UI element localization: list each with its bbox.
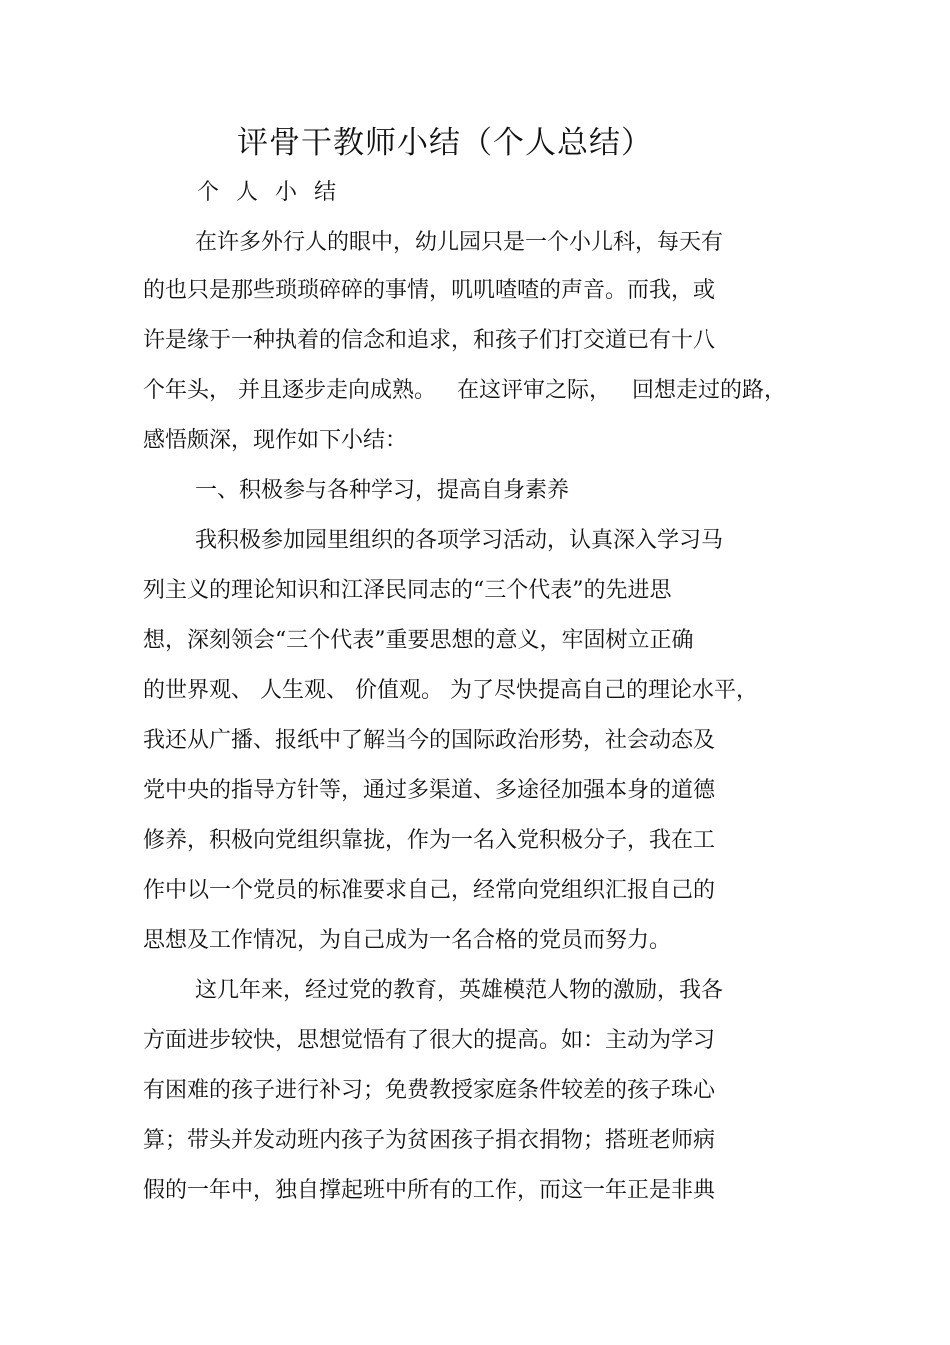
paragraph-line: 我还从广播、报纸中了解当今的国际政治形势，社会动态及 — [143, 728, 716, 753]
paragraph-line: 这几年来，经过党的教育，英雄模范人物的激励，我各 — [195, 978, 724, 1003]
paragraph-line: 列主义的理论知识和江泽民同志的“三个代表”的先进思 — [143, 578, 672, 603]
paragraph-line: 思想及工作情况，为自己成为一名合格的党员而努力。 — [143, 928, 672, 953]
paragraph-line: 党中央的指导方针等，通过多渠道、多途径加强本身的道德 — [143, 778, 716, 803]
paragraph-line: 修养，积极向党组织靠拢，作为一名入党积极分子，我在工 — [143, 828, 716, 853]
paragraph-line: 的世界观、 人生观、 价值观。 为了尽快提高自己的理论水平， — [143, 678, 758, 703]
paragraph-line: 许是缘于一种执着的信念和追求，和孩子们打交道已有十八 — [143, 328, 716, 353]
paragraph-line: 个年头， 并且逐步走向成熟。 在这评审之际， 回想走过的路， — [143, 378, 786, 403]
paragraph-line: 假的一年中，独自撑起班中所有的工作，而这一年正是非典 — [143, 1178, 716, 1203]
paragraph-line: 算；带头并发动班内孩子为贫困孩子捐衣捐物；搭班老师病 — [143, 1128, 716, 1153]
paragraph-line: 有困难的孩子进行补习；免费教授家庭条件较差的孩子珠心 — [143, 1078, 716, 1103]
paragraph-line: 在许多外行人的眼中，幼儿园只是一个小儿科，每天有 — [195, 230, 724, 255]
paragraph-line: 我积极参加园里组织的各项学习活动，认真深入学习马 — [195, 528, 724, 553]
paragraph-line: 的也只是那些琐琐碎碎的事情，叽叽喳喳的声音。而我，或 — [143, 278, 716, 303]
section-heading: 一、积极参与各种学习，提高自身素养 — [195, 478, 570, 503]
document-subtitle: 个人小结 — [197, 180, 354, 205]
document-title: 评骨干教师小结（个人总结） — [237, 125, 653, 161]
paragraph-line: 感悟颇深，现作如下小结： — [143, 428, 408, 453]
paragraph-line: 方面进步较快，思想觉悟有了很大的提高。如：主动为学习 — [143, 1028, 716, 1053]
paragraph-line: 作中以一个党员的标准要求自己，经常向党组织汇报自己的 — [143, 878, 716, 903]
paragraph-line: 想，深刻领会“三个代表”重要思想的意义，牢固树立正确 — [143, 628, 694, 653]
